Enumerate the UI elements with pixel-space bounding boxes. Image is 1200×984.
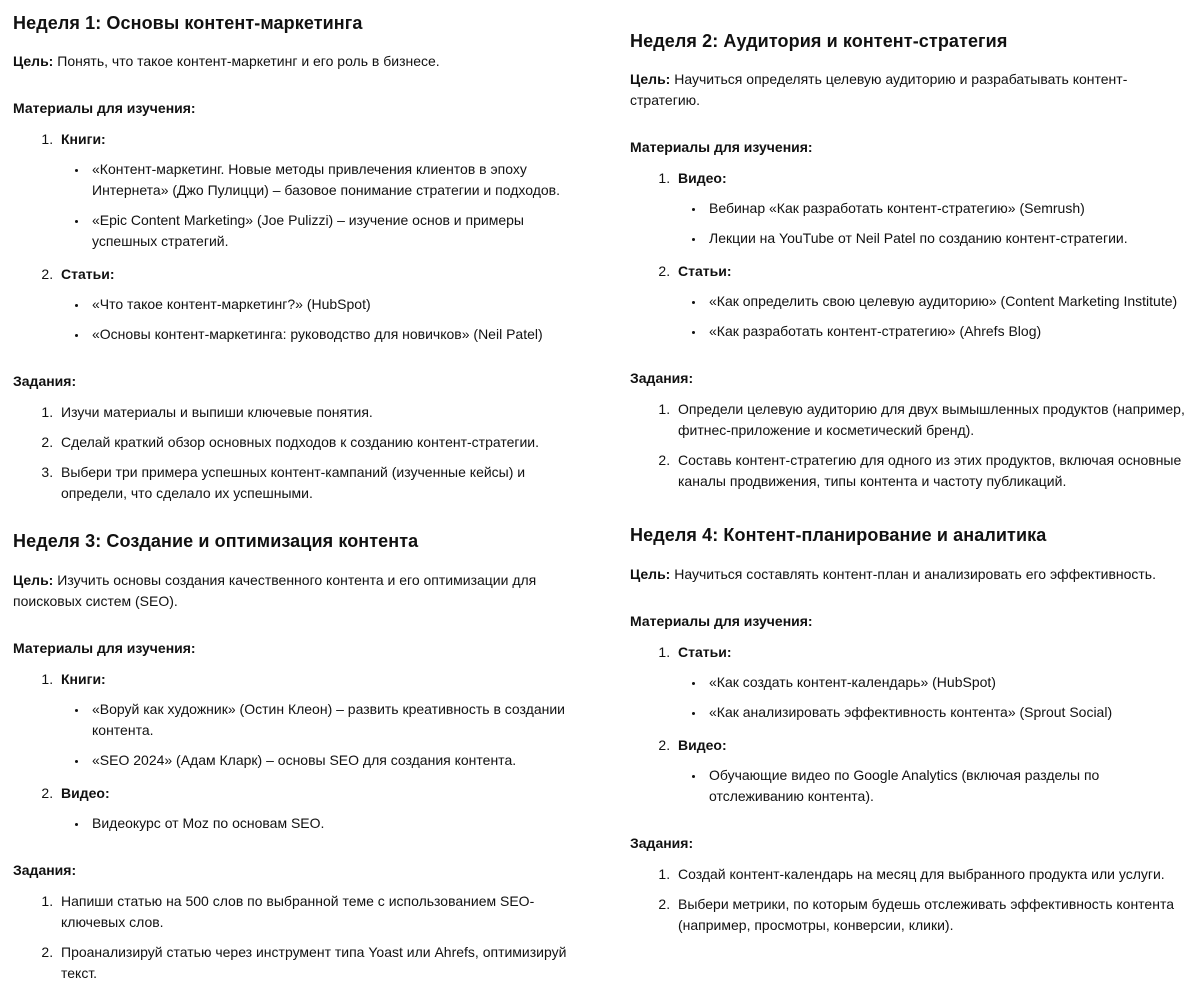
task-item: 1. Напиши статью на 500 слов по выбранной теме с использованием SEO-ключевых слов. bbox=[57, 891, 590, 933]
material-category-label: Видео: bbox=[678, 736, 727, 753]
week-2-materials-list bbox=[630, 168, 1190, 342]
material-item: • «Как анализировать эффективность контента» (Sprout Social) bbox=[705, 702, 1190, 723]
week-1-tasks-list bbox=[13, 402, 590, 504]
task-item: 1. Создай контент-календарь на месяц для выбранного продукта или услуги. bbox=[674, 864, 1190, 885]
material-category bbox=[674, 642, 1190, 723]
material-item: • «Как создать контент-календарь» (HubSpot) bbox=[705, 672, 1190, 693]
material-category bbox=[674, 261, 1190, 342]
task-item: 2. Составь контент-стратегию для одного из этих продуктов, включая основные каналы продвижения, типы контента и частоту публикаций. bbox=[674, 450, 1190, 492]
week-1-section bbox=[13, 12, 590, 504]
week-1-goal bbox=[13, 51, 590, 72]
material-item: • Вебинар «Как разработать контент-стратегию» (Semrush) bbox=[705, 198, 1190, 219]
material-category bbox=[57, 669, 590, 771]
week-4-title: Неделя 4: Контент-планирование и аналитика bbox=[630, 525, 1047, 546]
week-1-materials-heading: Материалы для изучения: bbox=[13, 100, 196, 117]
week-3-materials-heading: Материалы для изучения: bbox=[13, 639, 196, 656]
week-2-tasks-heading: Задания: bbox=[630, 370, 694, 387]
week-3-title: Неделя 3: Создание и оптимизация контента bbox=[13, 531, 419, 552]
goal-text: Научиться составлять контент-план и анализировать его эффективность. bbox=[674, 565, 1156, 582]
material-category-label: Видео: bbox=[678, 170, 727, 187]
task-item: 2. Сделай краткий обзор основных подходов к созданию контент-стратегии. bbox=[57, 432, 590, 453]
task-item: 2. Проанализируй статью через инструмент типа Yoast или Ahrefs, оптимизируй текст. bbox=[57, 942, 590, 984]
week-4-materials-heading: Материалы для изучения: bbox=[630, 612, 813, 629]
material-items-list bbox=[678, 672, 1190, 723]
material-item: • «Основы контент-маркетинга: руководство для новичков» (Neil Patel) bbox=[88, 324, 590, 345]
material-items-list bbox=[678, 291, 1190, 342]
material-item: • «Воруй как художник» (Остин Клеон) – развить креативность в создании контента. bbox=[88, 699, 590, 741]
material-items-list bbox=[61, 813, 590, 834]
goal-text: Научиться определять целевую аудиторию и разрабатывать контент-стратегию. bbox=[630, 71, 1128, 109]
material-item: • «Контент-маркетинг. Новые методы привлечения клиентов в эпоху Интернета» (Джо Пулицци) – базовое понимание стратегии и подходов. bbox=[88, 159, 590, 201]
material-category bbox=[674, 168, 1190, 249]
week-3-tasks-list bbox=[13, 891, 590, 984]
material-items-list bbox=[678, 765, 1190, 807]
week-1-title: Неделя 1: Основы контент-маркетинга bbox=[13, 13, 363, 33]
goal-text: Понять, что такое контент-маркетинг и его роль в бизнесе. bbox=[57, 53, 440, 70]
week-4-goal bbox=[630, 564, 1190, 585]
material-item: • «SEO 2024» (Адам Кларк) – основы SEO для создания контента. bbox=[88, 750, 590, 771]
week-2-goal bbox=[630, 69, 1190, 111]
material-category-label: Книги: bbox=[61, 131, 106, 148]
goal-text: Изучить основы создания качественного контента и его оптимизации для поисковых систем (SEO). bbox=[13, 571, 537, 609]
week-4-section bbox=[630, 524, 1190, 935]
material-category-label: Книги: bbox=[61, 670, 106, 687]
material-items-list bbox=[61, 699, 590, 771]
material-item: • «Как определить свою целевую аудиторию» (Content Marketing Institute) bbox=[705, 291, 1190, 312]
material-category bbox=[57, 129, 590, 252]
week-4-tasks-heading: Задания: bbox=[630, 834, 694, 851]
material-items-list bbox=[61, 294, 590, 345]
material-item: • Видеокурс от Moz по основам SEO. bbox=[88, 813, 590, 834]
material-items-list bbox=[61, 159, 590, 252]
goal-label: Цель: bbox=[13, 53, 54, 70]
task-item: 1. Определи целевую аудиторию для двух вымышленных продуктов (например, фитнес-приложение и косметический бренд). bbox=[674, 399, 1190, 441]
week-2-section bbox=[630, 30, 1190, 492]
task-item: 1. Изучи материалы и выпиши ключевые понятия. bbox=[57, 402, 590, 423]
week-4-materials-list bbox=[630, 642, 1190, 807]
material-item: • «Что такое контент-маркетинг?» (HubSpot) bbox=[88, 294, 590, 315]
material-category-label: Статьи: bbox=[678, 643, 732, 660]
week-4-tasks-list bbox=[630, 864, 1190, 936]
week-2-tasks-list bbox=[630, 399, 1190, 492]
week-3-section bbox=[13, 530, 590, 983]
material-item: • «Epic Content Marketing» (Joe Pulizzi) – изучение основ и примеры успешных стратегий. bbox=[88, 210, 590, 252]
goal-label: Цель: bbox=[630, 71, 671, 88]
goal-label: Цель: bbox=[630, 565, 671, 582]
week-2-title: Неделя 2: Аудитория и контент-стратегия bbox=[630, 31, 1008, 51]
material-category-label: Статьи: bbox=[678, 263, 732, 280]
goal-label: Цель: bbox=[13, 571, 54, 588]
material-item: • Лекции на YouTube от Neil Patel по созданию контент-стратегии. bbox=[705, 228, 1190, 249]
task-item: 3. Выбери три примера успешных контент-кампаний (изученные кейсы) и определи, что сделало их успешными. bbox=[57, 462, 590, 504]
material-category bbox=[674, 735, 1190, 807]
material-category-label: Статьи: bbox=[61, 266, 115, 283]
material-item: • Обучающие видео по Google Analytics (включая разделы по отслеживанию контента). bbox=[705, 765, 1190, 807]
column-left bbox=[13, 12, 590, 981]
material-item: • «Как разработать контент-стратегию» (Ahrefs Blog) bbox=[705, 321, 1190, 342]
week-1-tasks-heading: Задания: bbox=[13, 373, 77, 390]
week-3-goal bbox=[13, 570, 590, 612]
column-right bbox=[630, 12, 1190, 933]
week-3-tasks-heading: Задания: bbox=[13, 861, 77, 878]
material-category-label: Видео: bbox=[61, 784, 110, 801]
material-category bbox=[57, 783, 590, 834]
week-3-materials-list bbox=[13, 669, 590, 834]
task-item: 2. Выбери метрики, по которым будешь отслеживать эффективность контента (например, просмотры, конверсии, клики). bbox=[674, 894, 1190, 936]
week-1-materials-list bbox=[13, 129, 590, 345]
material-items-list bbox=[678, 198, 1190, 249]
week-2-materials-heading: Материалы для изучения: bbox=[630, 139, 813, 156]
material-category bbox=[57, 264, 590, 345]
